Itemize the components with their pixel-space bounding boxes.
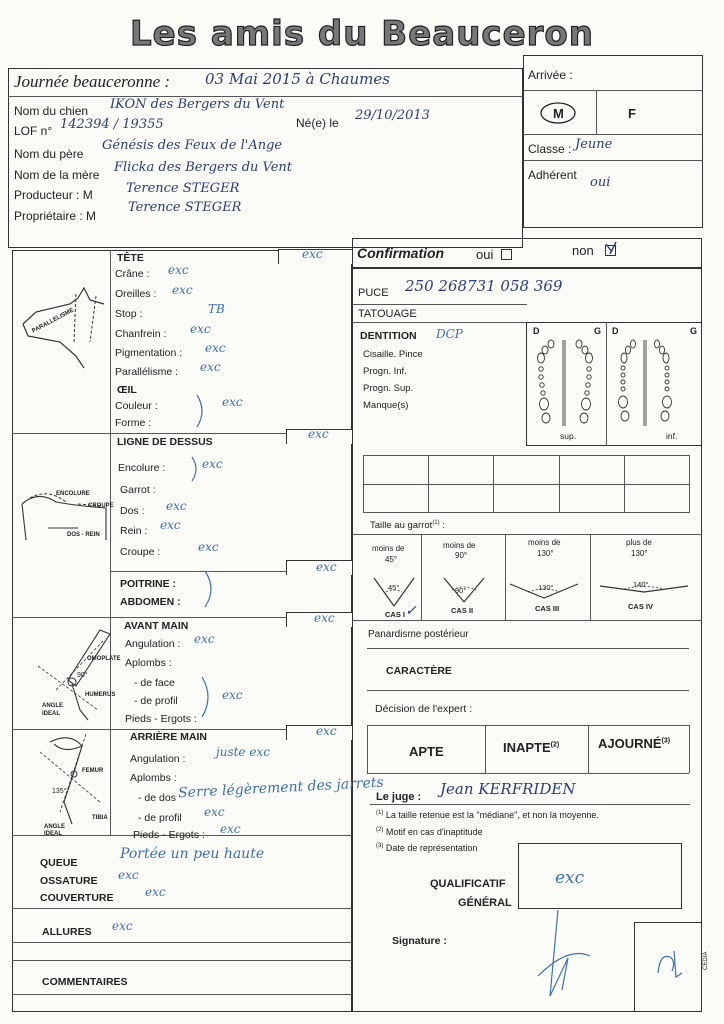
journee-value: 03 Mai 2015 à Chaumes [205,70,390,88]
arriere-pieds-label: Pieds - Ergots : [133,829,205,841]
cas-4-top: plus de [626,538,652,547]
page-title: Les amis du Beauceron [130,14,594,54]
signature-mark [528,906,598,998]
oui-checkbox[interactable] [501,249,512,260]
pere-value: Génésis des Feux de l'Ange [102,138,283,153]
arriere-aplombs-label: Aplombs : [130,772,177,784]
diag-angle-ideal-2: IDEAL [42,711,60,717]
dentition-label: DENTITION [360,330,417,342]
avant-heading: AVANT MAIN [124,620,189,632]
avant-profil-label: - de profil [134,695,178,707]
note-2: $^{(2)}$ Motif en cas d'inaptitude [376,827,483,837]
cas-3-top2: 130° [537,549,554,558]
arriere-grade: exc [316,724,337,738]
teeth-inf-label: inf. [666,431,678,441]
classe-label: Classe : [528,142,572,156]
cas-2-top2: 90° [455,551,468,560]
forelimb-diagram [28,620,110,725]
avant-pieds-label: Pieds - Ergots : [125,713,197,725]
adherent-label: Adhérent [528,168,577,182]
general-label: GÉNÉRAL [458,897,512,909]
oreilles-label: Oreilles : [115,288,157,300]
dent-item-4: Manque(s) [363,400,409,411]
panardisme-label: Panardisme postérieur [368,629,469,640]
arriere-heading: ARRIÈRE MAIN [130,731,208,743]
diag-omoplate: OMOPLATE [87,656,121,662]
oreilles-value: exc [172,283,193,297]
allures-label: ALLURES [42,926,92,938]
croupe-value: exc [198,540,219,554]
qualificatif-box [518,843,682,909]
lof-value: 142394 / 19355 [60,117,164,132]
avant-grade: exc [314,611,335,625]
lof-label: LOF n° [14,124,53,138]
head-parallelism-diagram [18,282,108,372]
cas-1-top: moins de [372,544,405,553]
diag-dos-rein: DOS - REIN [67,532,100,538]
avant-face-label: - de face [134,677,175,689]
pere-label: Nom du père [14,147,84,161]
cas-3-angle: 130° [538,583,554,592]
mere-value: Flicka des Bergers du Vent [114,160,293,175]
dent-item-3: Progn. Sup. [363,383,414,394]
poitrine-grade: exc [316,560,337,574]
signature-label: Signature : [392,935,447,947]
teeth-d-inf: D [612,326,619,336]
cas-1-angle: 45° [388,583,400,592]
croupe-label: Croupe : [120,546,161,558]
dos-label: Dos : [120,505,145,517]
arrivee-label: Arrivée : [528,68,573,82]
puce-value: 250 268731 058 369 [405,277,563,295]
arriere-angulation-label: Angulation : [130,753,186,765]
dessus-heading: LIGNE DE DESSUS [117,436,213,448]
caractere-label: CARACTÈRE [386,665,452,677]
taille-label: Taille au garrot$^{(1)}$ : [370,520,445,532]
nom-chien-label: Nom du chien [14,104,89,118]
tatouage-label: TATOUAGE [358,308,417,320]
puce-label: PUCE [358,287,389,299]
adherent-value: oui [590,175,611,190]
nee-value: 29/10/2013 [355,108,430,123]
allures-value: exc [112,919,133,933]
qualificatif-label: QUALIFICATIF [430,878,506,890]
upper-teeth-icon [532,336,598,432]
rein-value: exc [160,518,181,532]
producteur-label: Producteur : M [14,188,93,202]
cas-4-top2: 130° [631,549,648,558]
avant-aplombs-value: exc [222,688,243,702]
qualificatif-value: exc [555,868,585,888]
teeth-sup-label: sup. [560,431,577,441]
arriere-profil-value: exc [204,805,225,819]
sex-m[interactable]: M [553,106,564,121]
dent-item-2: Progn. Inf. [363,366,407,377]
diag-humerus: HUMERUS [85,692,116,698]
tete-grade: exc [302,247,323,261]
mere-label: Nom de la mère [14,168,100,182]
teeth-d-sup: D [533,326,540,336]
diag-angle-90: 90° [77,672,88,679]
stamp-mark [654,945,684,981]
cedia-mark: CEDIA [703,951,709,970]
producteur-value: Terence STEGER [126,181,240,196]
dentition-value: DCP [436,327,463,341]
diag-angle-135: 135° [52,788,67,795]
queue-value: Portée un peu haute [120,846,265,862]
cas-2-angle: 90° [455,586,467,595]
oui-label: oui [476,247,494,262]
ajourne-button[interactable]: AJOURNÉ$^{(3)}$ [598,736,671,751]
commentaires-label: COMMENTAIRES [42,976,128,988]
parallelisme-value: exc [200,360,221,374]
avant-aplombs-label: Aplombs : [125,657,172,669]
arriere-profil-label: - de profil [138,812,182,824]
pigmentation-value: exc [205,341,226,355]
diag-tibia: TIBIA [92,815,108,821]
proprietaire-label: Propriétaire : M [14,209,97,223]
dent-item-1: Cisaille. Pince [363,349,423,360]
inapte-button[interactable]: INAPTE$^{(2)}$ [503,740,560,755]
poitrine-heading: POITRINE : [120,578,177,590]
taille-grid [363,455,690,513]
crane-label: Crâne : [115,268,150,280]
tete-heading: TÊTE [117,252,144,264]
confirmation-label: Confirmation [357,245,445,261]
note-3: $^{(3)}$ Date de représentation [376,843,478,853]
garrot-label: Garrot : [120,484,156,496]
nom-chien-value: IKON des Bergers du Vent [110,97,285,112]
forme-label: Forme : [115,417,152,429]
nee-label: Né(e) le [296,116,339,130]
parallelism-diagram-label: PARALLELISME [31,307,75,335]
cas-4-name[interactable]: CAS IV [628,602,654,611]
note-1: $^{(1)}$ La taille retenue est la "médiane", et non la moyenne. [376,810,599,820]
lower-teeth-icon [612,336,678,432]
diag-hind-ideal-2: IDEAL [44,831,62,837]
juge-value: Jean KERFRIDEN [440,780,576,798]
sex-f[interactable]: F [628,106,636,121]
classe-value: Jeune [575,137,613,152]
apte-button[interactable]: APTE [409,744,444,759]
diag-angle-ideal-1: ANGLE [42,703,63,709]
stop-label: Stop : [115,308,143,320]
oeil-value: exc [222,395,243,409]
cas-1-top2: 45° [385,555,398,564]
couleur-label: Couleur : [115,400,158,412]
avant-angulation-label: Angulation : [125,638,181,650]
dessus-grade: exc [308,427,329,441]
rein-label: Rein : [120,525,148,537]
cas-1-name[interactable]: CAS I [385,610,406,619]
stop-value: TB [208,302,225,316]
arriere-dos-value: Serre légèrement des jarrets [177,774,384,802]
arriere-dos-label: - de dos [138,792,176,804]
cas-3-top: moins de [528,538,561,547]
chanfrein-value: exc [190,322,211,336]
cas-2-name[interactable]: CAS II [451,606,474,615]
chanfrein-label: Chanfrein : [115,328,167,340]
journee-label: Journée beauceronne : [14,72,171,91]
ossature-value: exc [118,868,139,882]
encolure-value: exc [202,457,223,471]
cas-1-mark: ✓ [405,603,417,619]
diag-hind-ideal-1: ANGLE [44,824,65,830]
diag-femur: FEMUR [82,768,104,774]
juge-label: Le juge : [376,791,422,803]
couverture-label: COUVERTURE [40,892,114,904]
cas-3-name[interactable]: CAS III [535,604,560,613]
abdomen-heading: ABDOMEN : [120,596,181,608]
oeil-heading: ŒIL [117,384,137,396]
non-label: non [572,243,594,258]
encolure-label: Encolure : [118,462,166,474]
avant-angulation-value: exc [194,632,215,646]
diag-encolure: ENCOLURE [56,491,90,497]
cas-4-angle: 140° [633,580,649,589]
ossature-label: OSSATURE [40,875,98,887]
teeth-g-sup: G [594,326,602,336]
pigmentation-label: Pigmentation : [115,347,183,359]
queue-label: QUEUE [40,857,78,869]
arriere-pieds-value: exc [220,822,241,836]
diag-croupe: CROUPE [88,503,114,509]
proprietaire-value: Terence STEGER [128,200,242,215]
dos-value: exc [166,499,187,513]
crane-value: exc [168,263,189,277]
parallelisme-label: Parallélisme : [115,366,179,378]
teeth-g-inf: G [690,326,698,336]
cas-2-top: moins de [443,541,476,550]
decision-label: Décision de l'expert : [375,703,473,715]
couverture-value: exc [145,885,166,899]
arriere-angulation-value: juste exc [216,745,270,759]
